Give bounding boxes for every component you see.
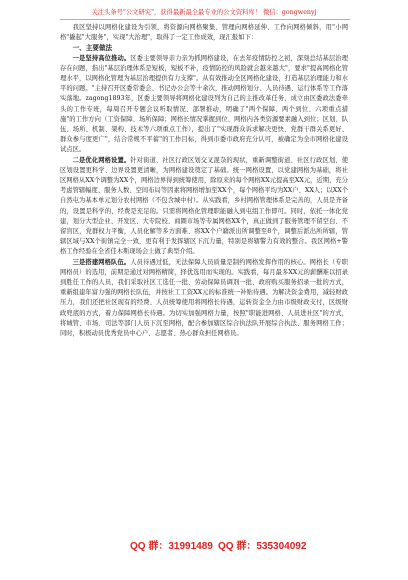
paragraph-text: 区委主要领导亲力亲为抓网格建设，在去年疫情防控之初，深刻总结基层治理存在问题，指出"基层治理体系是短板，短板不补，疫情防控的风险就会越来越大"，要求"提高网格化管理水平，以网格化管理为基层治理提供有力支撑"。从有效推动全区网格化建设，打造基层治理能力和水平的问题。"主持召开区委常委会、书记办公会等十余次，推动网格划分、人员待遇、运行体系等工作落实落地。zagong1893年，区委主要领导将网格化建设列为自己的主推改革任务，成立由区委政法委牵头的工作专班，每周召开专题会议听取情况、部署推动，明确了"两个保障、两个到位、六项重点措施"的工作方向（工资保障、场所保障；网格长情况掌握到位、网格内各类资源要素融入到位；区划、队伍、场所、机制、架构、技术等六项重点工作），提出了"实现群众诉求解决更快、党群干群关系更好、群众参与度更广"，结合常规不平蓄"的工作目标，得到市委市政府充分认可，被确定为全市网格化建设试点区。 [60,54,349,154]
header-divider [60,19,350,20]
qq-group-2: QQ 群：535304092 [218,541,307,552]
paragraph-grid-team [60,258,348,340]
paragraph-grid-setup [60,156,348,258]
intro-paragraph: 我区坚持以网格化建设为引领，将资源向网格聚集、管理向网格延伸、工作向网格倾斜，用"小网格"撬起"大服务"，实现"大治理"，取得了一定工作成效，现汇报如下： [60,24,348,42]
section-heading: 一、主要做法 [72,44,113,53]
paragraph-lead: 二是优化网格设置。 [72,156,131,164]
paragraph-text: 针对街道、社区行政区划交叉混杂的现状，重新调整街道、社区行政区划，使区划设置更科学、边界设置更清晰，为网格建设奠定了基础。统一网格设置，以党建网格为基础，将社区网格从XX个调整为XX个，网格边界得到统筹使用，除原来的每个网格XX元提高至XX元，近期，充分考虑管辖幅度、服务人数、空间布局等因素将网格增加至XX个，每个网格平均为XX户、XX人；以XX个自然屯为基本单元划分农村网格（不包含城中村）。从实践看，乡村网格管理体系是完善的，人员是齐备的，设置是科学的，经费是充足的。只需将网格化管理职能融入到屯组工作即可。同时，依托一体化党建，划分大型企业、开发区、大专院校、商圈市场等专属网格XX个，真正做到了服务管理不留空白、不留盲区，党群权力平衡，人员化解等多方面难、将XX个户籍派出所调整至8个，调整后派出所所辖，管辖区域与XX个街镇完全一致，更有利于发挥辖区下沉力量，特别是将辖警力有效的整合。我区网格+警格工作经验在全省佳木斯现场会上做了典型介绍。 [60,156,349,256]
paragraph-text: 人员待遇过低，无法保障人员质量是制约网格发挥作用的核心。网格长（专职网格员）的选用，前期是通过对网格精简，择优选用而实现的。实践看，每月最多XX元的薪酬难以招录到胜任工作的人员，我们采取社区工选任一批、劳动保障员调剂一批、政府购买服务招录一批的方式，重新组建年富力强的网格长队伍，并按社工工资XX元的标准统一补贴待遇。为解决资金费用，减轻财政压力，我们还把社区现有的经费、人员统筹使用将网格长待遇，运转资金全力由市级财政支付，区级财政兜底的方式，着力保障网格长待遇。为切实加强网格力量，按照"职能进网格、人员进社区"的方式，将城管、市场、司法等部门人员下沉至网格，配合参加辖区综合执法队开展综合执法、服务网格工作；同时，积极动员优秀党员中心户、志愿者、热心群众担任网格员。 [60,258,349,338]
header-banner: 关注头条号"公文研究"，获得最新最全最专业的公文资料库！ 微信：gongwenyj [91,9,317,16]
paragraph-lead: 三是搭建网格队伍。 [72,258,131,266]
qq-group-1: QQ 群：31991489 [130,541,213,552]
paragraph-lead: 一是坚持高位推动。 [72,54,131,62]
paragraph-high-level-push [60,54,348,156]
document-body [60,23,348,339]
